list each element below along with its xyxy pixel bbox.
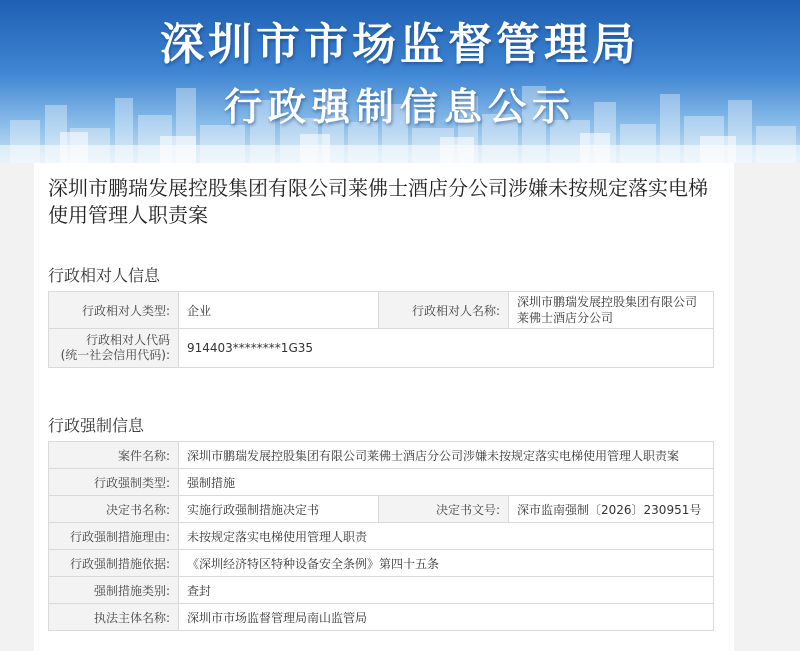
banner-subtitle: 行政强制信息公示 xyxy=(223,85,576,129)
party-code-value: 914403********1G35 xyxy=(179,329,714,368)
enforcement-type-value: 强制措施 xyxy=(179,469,714,496)
measure-basis-label: 行政强制措施依据: xyxy=(49,550,179,577)
measure-reason-value: 未按规定落实电梯使用管理人职责 xyxy=(179,523,714,550)
table-row xyxy=(49,577,714,604)
party-name-line2: 莱佛士酒店分公司 xyxy=(517,311,614,325)
authority-name-label: 执法主体名称: xyxy=(49,604,179,631)
authority-name-value: 深圳市市场监督管理局南山监管局 xyxy=(179,604,714,631)
party-section-heading: 行政相对人信息 xyxy=(48,266,161,285)
measure-basis-value: 《深圳经济特区特种设备安全条例》第四十五条 xyxy=(179,550,714,577)
decision-name-value: 实施行政强制措施决定书 xyxy=(179,496,379,523)
table-row xyxy=(49,442,714,469)
banner-title: 深圳市市场监督管理局 xyxy=(160,19,640,70)
table-row xyxy=(49,496,714,523)
case-title: 深圳市鹏瑞发展控股集团有限公司莱佛士酒店分公司涉嫌未按规定落实电梯使用管理人职责案 xyxy=(48,176,708,227)
content-panel xyxy=(34,163,734,651)
party-code-label-line1: 行政相对人代码 xyxy=(85,333,170,347)
table-row xyxy=(49,292,714,329)
enforcement-info-table xyxy=(48,441,714,631)
party-code-label xyxy=(49,329,179,368)
party-name-value xyxy=(509,292,714,329)
measure-reason-label: 行政强制措施理由: xyxy=(49,523,179,550)
case-name-label: 案件名称: xyxy=(49,442,179,469)
party-type-value: 企业 xyxy=(179,292,379,329)
table-row xyxy=(49,523,714,550)
table-row xyxy=(49,469,714,496)
decision-name-label: 决定书名称: xyxy=(49,496,179,523)
table-row xyxy=(49,550,714,577)
table-row xyxy=(49,329,714,368)
enforcement-section-heading: 行政强制信息 xyxy=(48,416,145,435)
enforcement-type-label: 行政强制类型: xyxy=(49,469,179,496)
header-banner xyxy=(0,0,800,163)
party-code-label-line2: (统一社会信用代码): xyxy=(60,348,170,362)
case-name-value: 深圳市鹏瑞发展控股集团有限公司莱佛士酒店分公司涉嫌未按规定落实电梯使用管理人职责案 xyxy=(179,442,714,469)
party-type-label: 行政相对人类型: xyxy=(49,292,179,329)
decision-number-label: 决定书文号: xyxy=(379,496,509,523)
table-row xyxy=(49,604,714,631)
measure-category-label: 强制措施类别: xyxy=(49,577,179,604)
decision-number-value: 深市监南强制〔2026〕230951号 xyxy=(509,496,714,523)
party-name-label: 行政相对人名称: xyxy=(379,292,509,329)
measure-category-value: 查封 xyxy=(179,577,714,604)
party-name-line1: 深圳市鹏瑞发展控股集团有限公司 xyxy=(517,295,698,309)
party-info-table xyxy=(48,291,714,368)
